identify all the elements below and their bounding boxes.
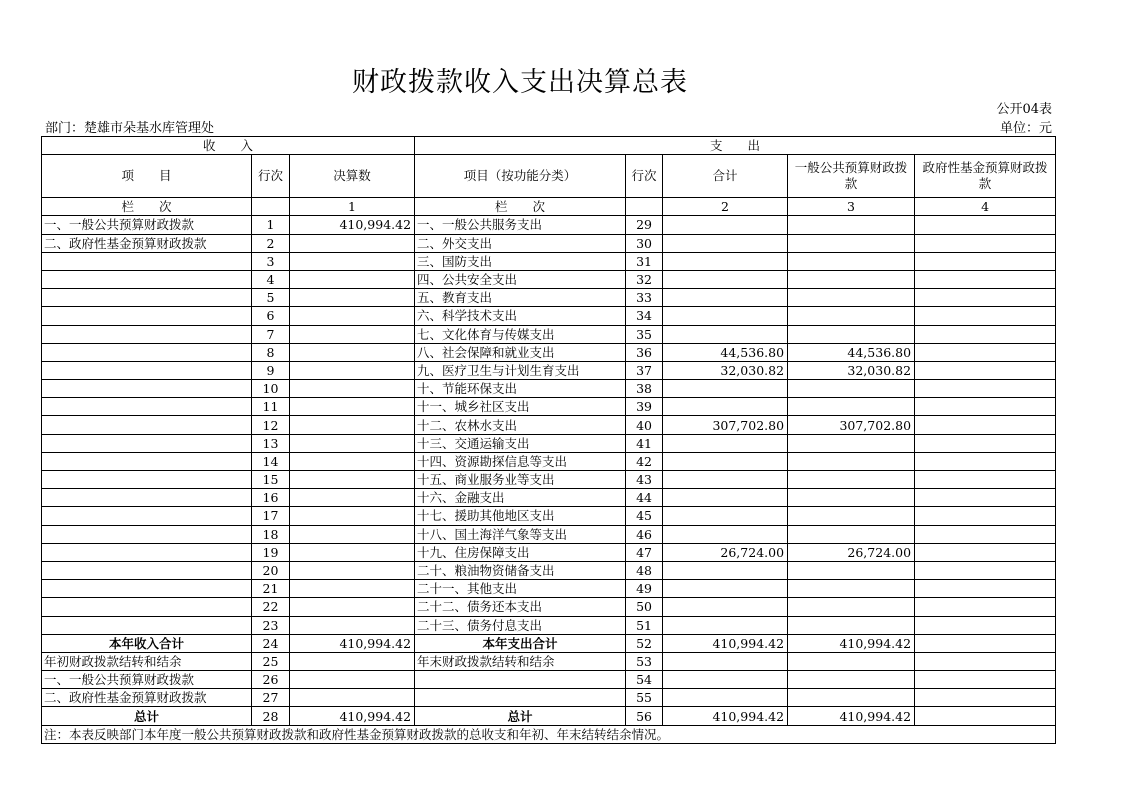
income-amount [290,561,415,579]
income-amount [290,543,415,561]
footnote: 注：本表反映部门本年度一般公共预算财政拨款和政府性基金预算财政拨款的总收支和年初、年末结转结余情况。 [42,725,1056,743]
expense-total [663,616,788,634]
row-no: 49 [626,580,663,598]
income-item [42,416,252,434]
expense-general-budget: 32,030.82 [788,361,915,379]
row-no: 28 [252,707,290,725]
row-no: 35 [626,325,663,343]
expense-general-budget [788,307,915,325]
expense-item: 年末财政拨款结转和结余 [415,652,626,670]
income-item [42,489,252,507]
income-item: 一、一般公共预算财政拨款 [42,216,252,234]
expense-fund-budget [915,507,1056,525]
row-no: 50 [626,598,663,616]
expense-item: 二十二、债务还本支出 [415,598,626,616]
row-no: 9 [252,361,290,379]
expense-total [663,380,788,398]
table-row [42,361,1056,379]
row-no: 40 [626,416,663,434]
income-amount [290,434,415,452]
income-item [42,380,252,398]
table-row [42,652,1056,670]
income-item [42,434,252,452]
row-no: 22 [252,598,290,616]
income-amount [290,289,415,307]
income-item [42,525,252,543]
expense-item: 十、节能环保支出 [415,380,626,398]
income-item [42,343,252,361]
table-row [42,398,1056,416]
income-item [42,361,252,379]
income-subtotal-amount: 410,994.42 [290,634,415,652]
table-row [42,561,1056,579]
subtotal-row [42,634,1056,652]
expense-fund-budget [915,234,1056,252]
income-section-header: 收 入 [42,137,415,155]
income-amount [290,489,415,507]
row-no: 38 [626,380,663,398]
income-amount [290,325,415,343]
expense-item: 五、教育支出 [415,289,626,307]
income-amount [290,343,415,361]
income-item [42,325,252,343]
income-amount [290,398,415,416]
expense-total [663,252,788,270]
row-no: 19 [252,543,290,561]
income-item [42,270,252,288]
income-item [42,452,252,470]
income-amount [290,598,415,616]
expense-fund-budget [915,361,1056,379]
row-no-header-2: 行次 [626,155,663,198]
table-row [42,507,1056,525]
grand-total-row [42,707,1056,725]
expense-subtotal-total: 410,994.42 [663,634,788,652]
column-index-4: 4 [915,198,1056,216]
row-no: 44 [626,489,663,507]
income-item: 一、一般公共预算财政拨款 [42,671,252,689]
column-index-label: 栏 次 [42,198,252,216]
expense-fund-budget [915,471,1056,489]
income-amount: 410,994.42 [290,216,415,234]
expense-general-budget [788,580,915,598]
expense-general-budget [788,561,915,579]
expense-fund-budget [915,543,1056,561]
expense-item: 一、一般公共服务支出 [415,216,626,234]
expense-item: 二十、粮油物资储备支出 [415,561,626,579]
expense-item: 九、医疗卫生与计划生育支出 [415,361,626,379]
expense-item: 十七、援助其他地区支出 [415,507,626,525]
table-row [42,689,1056,707]
row-no: 48 [626,561,663,579]
item-header: 项 目 [42,155,252,198]
income-amount [290,361,415,379]
column-index-label-2: 栏 次 [415,198,626,216]
income-item: 二、政府性基金预算财政拨款 [42,234,252,252]
func-item-header: 项目（按功能分类） [415,155,626,198]
expense-general-budget: 44,536.80 [788,343,915,361]
expense-item: 十九、住房保障支出 [415,543,626,561]
row-no: 33 [626,289,663,307]
table-row [42,252,1056,270]
expense-item [415,671,626,689]
expense-grand-total-label: 总计 [415,707,626,725]
row-no: 56 [626,707,663,725]
income-amount [290,270,415,288]
expense-item: 六、科学技术支出 [415,307,626,325]
expense-total [663,598,788,616]
expense-total [663,689,788,707]
income-amount [290,616,415,634]
expense-general-budget [788,507,915,525]
table-row [42,234,1056,252]
expense-fund-budget [915,216,1056,234]
amount-header: 决算数 [290,155,415,198]
expense-item: 八、社会保障和就业支出 [415,343,626,361]
expense-total [663,398,788,416]
income-subtotal-label: 本年收入合计 [42,634,252,652]
expense-total [663,289,788,307]
row-no: 24 [252,634,290,652]
income-amount [290,671,415,689]
expense-total: 44,536.80 [663,343,788,361]
column-index-2: 2 [663,198,788,216]
expense-total [663,216,788,234]
expense-general-budget [788,652,915,670]
expense-total [663,671,788,689]
expense-fund-budget [915,489,1056,507]
income-item [42,616,252,634]
table-row [42,452,1056,470]
row-no: 21 [252,580,290,598]
table-row [42,489,1056,507]
expense-general-budget [788,671,915,689]
row-no: 29 [626,216,663,234]
income-item: 二、政府性基金预算财政拨款 [42,689,252,707]
expense-fund-budget [915,252,1056,270]
expense-total [663,507,788,525]
expense-fund-budget [915,689,1056,707]
expense-general-budget [788,471,915,489]
row-no: 45 [626,507,663,525]
expense-total [663,307,788,325]
row-no: 17 [252,507,290,525]
general-budget-header: 一般公共预算财政拨款 [788,155,915,198]
expense-fund-budget [915,307,1056,325]
total-header: 合计 [663,155,788,198]
expense-fund-budget [915,598,1056,616]
fund-budget-header: 政府性基金预算财政拨款 [915,155,1056,198]
expense-general-budget [788,598,915,616]
table-row [42,616,1056,634]
expense-item: 七、文化体育与传媒支出 [415,325,626,343]
row-no: 14 [252,452,290,470]
expense-total [663,489,788,507]
expense-subtotal-general: 410,994.42 [788,634,915,652]
income-amount [290,580,415,598]
income-item [42,307,252,325]
row-no: 43 [626,471,663,489]
row-no: 52 [626,634,663,652]
expense-general-budget [788,252,915,270]
income-item [42,252,252,270]
table-row [42,289,1056,307]
row-no: 27 [252,689,290,707]
table-row [42,343,1056,361]
expense-general-budget [788,325,915,343]
income-item [42,471,252,489]
table-row [42,671,1056,689]
row-no: 46 [626,525,663,543]
row-no: 53 [626,652,663,670]
table-row [42,580,1056,598]
row-no: 37 [626,361,663,379]
income-item [42,598,252,616]
row-no: 26 [252,671,290,689]
row-no: 12 [252,416,290,434]
expense-general-budget: 307,702.80 [788,416,915,434]
expense-general-budget [788,234,915,252]
expense-general-budget [788,525,915,543]
table-row [42,471,1056,489]
row-no: 11 [252,398,290,416]
income-item [42,289,252,307]
income-amount [290,380,415,398]
income-item [42,398,252,416]
expense-fund-budget [915,270,1056,288]
expense-general-budget [788,270,915,288]
table-row [42,270,1056,288]
row-no: 15 [252,471,290,489]
expense-grand-general: 410,994.42 [788,707,915,725]
income-grand-total-label: 总计 [42,707,252,725]
expense-total [663,580,788,598]
expense-grand-fund [915,707,1056,725]
expense-total [663,525,788,543]
expense-item [415,689,626,707]
row-no: 36 [626,343,663,361]
income-item [42,507,252,525]
expense-general-budget [788,689,915,707]
expense-total [663,452,788,470]
row-no: 20 [252,561,290,579]
income-item [42,580,252,598]
row-no-header: 行次 [252,155,290,198]
row-no: 30 [626,234,663,252]
income-amount [290,652,415,670]
row-no: 7 [252,325,290,343]
income-item [42,543,252,561]
expense-subtotal-label: 本年支出合计 [415,634,626,652]
row-no: 6 [252,307,290,325]
expense-total: 26,724.00 [663,543,788,561]
income-amount [290,307,415,325]
expense-fund-budget [915,416,1056,434]
expense-general-budget [788,380,915,398]
row-no: 32 [626,270,663,288]
row-no: 23 [252,616,290,634]
expense-total: 307,702.80 [663,416,788,434]
expense-total [663,325,788,343]
row-no: 42 [626,452,663,470]
expense-fund-budget [915,380,1056,398]
row-no: 16 [252,489,290,507]
table-row [42,598,1056,616]
expense-fund-budget [915,580,1056,598]
expense-fund-budget [915,289,1056,307]
table-row [42,416,1056,434]
row-no: 31 [626,252,663,270]
expense-fund-budget [915,652,1056,670]
expense-item: 十二、农林水支出 [415,416,626,434]
row-no: 34 [626,307,663,325]
income-grand-total-amount: 410,994.42 [290,707,415,725]
expense-item: 二、外交支出 [415,234,626,252]
expense-fund-budget [915,561,1056,579]
expense-fund-budget [915,525,1056,543]
department-label: 部门：楚雄市朵基水库管理处 [45,121,215,136]
income-amount [290,416,415,434]
row-no: 10 [252,380,290,398]
row-no: 3 [252,252,290,270]
table-row [42,216,1056,234]
row-no: 55 [626,689,663,707]
expense-fund-budget [915,325,1056,343]
expense-item: 十五、商业服务业等支出 [415,471,626,489]
expense-subtotal-fund [915,634,1056,652]
row-no: 2 [252,234,290,252]
expense-total [663,561,788,579]
unit-label: 单位：元 [999,121,1052,136]
table-row [42,307,1056,325]
page-title: 财政拨款收入支出决算总表 [352,67,688,98]
row-no: 51 [626,616,663,634]
expense-general-budget [788,616,915,634]
column-index-1: 1 [290,198,415,216]
expense-item: 十一、城乡社区支出 [415,398,626,416]
expense-item: 十六、金融支出 [415,489,626,507]
row-no: 47 [626,543,663,561]
expense-general-budget [788,289,915,307]
budget-table [41,136,1056,744]
expense-total [663,434,788,452]
row-no: 4 [252,270,290,288]
expense-item: 二十三、债务付息支出 [415,616,626,634]
expense-general-budget [788,452,915,470]
row-no: 41 [626,434,663,452]
expense-general-budget [788,216,915,234]
income-amount [290,689,415,707]
row-no: 25 [252,652,290,670]
expense-item: 三、国防支出 [415,252,626,270]
income-amount [290,471,415,489]
expense-grand-total: 410,994.42 [663,707,788,725]
expense-fund-budget [915,452,1056,470]
income-item: 年初财政拨款结转和结余 [42,652,252,670]
expense-fund-budget [915,616,1056,634]
table-row [42,525,1056,543]
table-row [42,434,1056,452]
table-row [42,325,1056,343]
row-no: 39 [626,398,663,416]
income-item [42,561,252,579]
expense-total [663,234,788,252]
row-no: 13 [252,434,290,452]
row-no: 54 [626,671,663,689]
expense-item: 十三、交通运输支出 [415,434,626,452]
expense-fund-budget [915,343,1056,361]
expense-general-budget [788,434,915,452]
expense-general-budget [788,398,915,416]
row-no: 8 [252,343,290,361]
expense-total [663,652,788,670]
expense-item: 十八、国土海洋气象等支出 [415,525,626,543]
income-amount [290,525,415,543]
row-no: 5 [252,289,290,307]
expense-section-header: 支 出 [415,137,1056,155]
expense-item: 四、公共安全支出 [415,270,626,288]
table-row [42,380,1056,398]
expense-item: 十四、资源勘探信息等支出 [415,452,626,470]
expense-fund-budget [915,398,1056,416]
expense-general-budget: 26,724.00 [788,543,915,561]
expense-fund-budget [915,671,1056,689]
income-amount [290,507,415,525]
form-number: 公开04表 [996,102,1052,117]
row-no: 1 [252,216,290,234]
expense-general-budget [788,489,915,507]
expense-fund-budget [915,434,1056,452]
expense-total: 32,030.82 [663,361,788,379]
expense-total [663,471,788,489]
table-row [42,543,1056,561]
income-amount [290,452,415,470]
expense-item: 二十一、其他支出 [415,580,626,598]
income-amount [290,252,415,270]
income-amount [290,234,415,252]
expense-total [663,270,788,288]
row-no: 18 [252,525,290,543]
column-index-3: 3 [788,198,915,216]
